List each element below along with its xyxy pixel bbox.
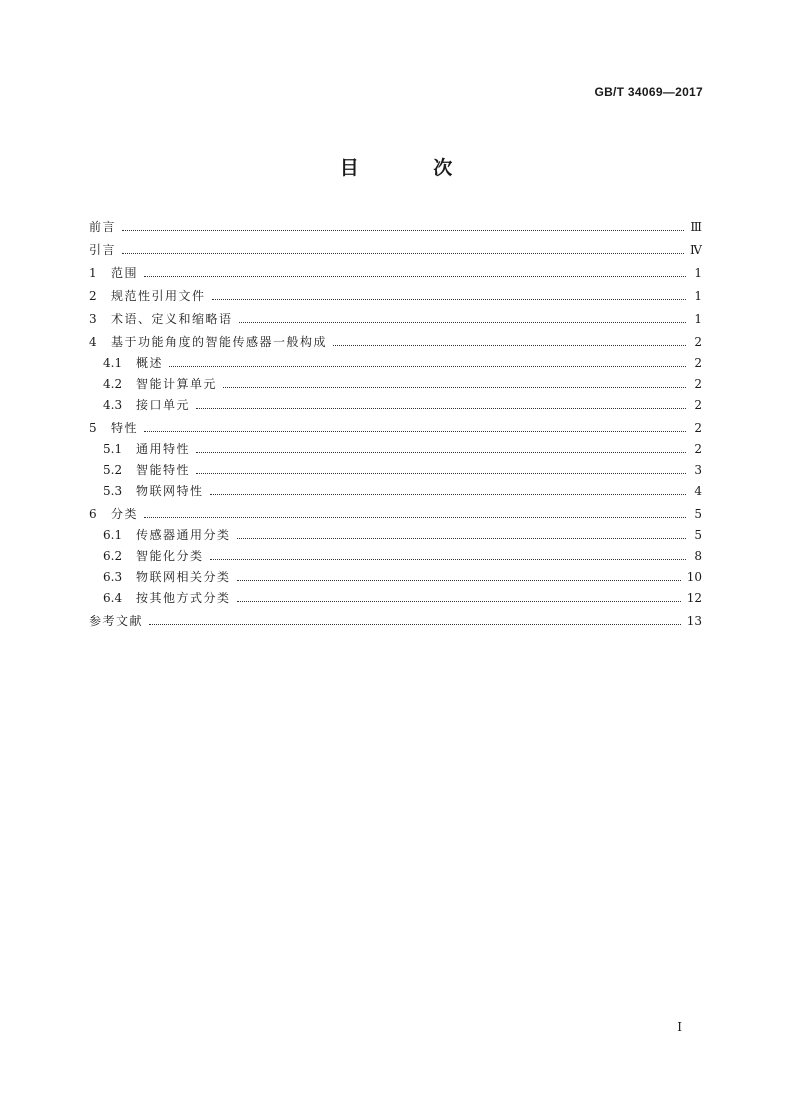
toc-entry-5-3[interactable]	[89, 478, 702, 499]
toc-entry-5[interactable]	[89, 413, 702, 436]
dot-leader	[223, 387, 686, 388]
toc-entry-page: 2	[694, 356, 702, 370]
toc-entry-page: 1	[694, 266, 702, 280]
toc-entry-bibliography[interactable]	[89, 606, 702, 629]
toc-entry-title: 智能特性	[136, 463, 191, 477]
toc-entry-6[interactable]	[89, 499, 702, 522]
toc-entry-page: 2	[694, 398, 702, 412]
toc-entry-title: 特性	[111, 421, 139, 435]
toc-entry-title: 术语、定义和缩略语	[111, 312, 233, 326]
toc-entry-title: 物联网相关分类	[136, 570, 231, 584]
table-of-contents	[89, 212, 702, 629]
toc-entry-title: 智能化分类	[136, 549, 204, 563]
toc-entry-introduction[interactable]	[89, 235, 702, 258]
standard-code: GB/T 34069—2017	[594, 85, 703, 99]
toc-entry-page: 4	[694, 484, 702, 498]
toc-entry-4-1[interactable]	[89, 350, 702, 371]
toc-entry-page: 10	[686, 570, 702, 584]
toc-entry-number: 5	[89, 421, 97, 435]
toc-entry-4-3[interactable]	[89, 392, 702, 413]
dot-leader	[149, 624, 681, 625]
toc-entry-number: 4.2	[103, 377, 123, 391]
dot-leader	[196, 408, 686, 409]
toc-entry-foreword[interactable]	[89, 212, 702, 235]
toc-entry-page: Ⅳ	[690, 243, 702, 257]
toc-entry-3[interactable]	[89, 304, 702, 327]
dot-leader	[144, 431, 686, 432]
toc-entry-number: 6.1	[103, 528, 123, 542]
toc-entry-number: 4.3	[103, 398, 123, 412]
toc-entry-page: 12	[686, 591, 702, 605]
dot-leader	[210, 494, 686, 495]
toc-entry-number: 6.2	[103, 549, 123, 563]
dot-leader	[122, 253, 684, 254]
toc-entry-title: 接口单元	[136, 398, 191, 412]
toc-entry-title: 分类	[111, 507, 139, 521]
dot-leader	[144, 276, 686, 277]
toc-entry-page: 5	[694, 507, 702, 521]
toc-entry-page: 2	[694, 442, 702, 456]
toc-entry-6-3[interactable]	[89, 564, 702, 585]
toc-entry-title: 概述	[136, 356, 164, 370]
dot-leader	[210, 559, 686, 560]
dot-leader	[237, 601, 681, 602]
toc-entry-page: 1	[694, 312, 702, 326]
toc-entry-number: 1	[89, 266, 97, 280]
toc-entry-6-4[interactable]	[89, 585, 702, 606]
toc-entry-number: 5.2	[103, 463, 123, 477]
toc-entry-title: 智能计算单元	[136, 377, 218, 391]
toc-entry-page: 13	[686, 614, 702, 628]
toc-entry-title: 引言	[89, 243, 117, 257]
page-number: I	[677, 1020, 682, 1034]
toc-entry-number: 3	[89, 312, 97, 326]
toc-entry-number: 2	[89, 289, 97, 303]
dot-leader	[196, 452, 686, 453]
dot-leader	[212, 299, 686, 300]
dot-leader	[333, 345, 686, 346]
dot-leader	[237, 538, 686, 539]
toc-entry-6-1[interactable]	[89, 522, 702, 543]
toc-entry-number: 6.4	[103, 591, 123, 605]
toc-entry-page: 2	[694, 421, 702, 435]
toc-entry-page: Ⅲ	[690, 220, 702, 234]
dot-leader	[144, 517, 686, 518]
toc-entry-title: 规范性引用文件	[111, 289, 206, 303]
toc-entry-title: 参考文献	[89, 614, 144, 628]
toc-entry-page: 2	[694, 377, 702, 391]
page-title: 目 次	[339, 157, 487, 179]
toc-entry-title: 通用特性	[136, 442, 191, 456]
toc-entry-2[interactable]	[89, 281, 702, 304]
toc-entry-page: 1	[694, 289, 702, 303]
toc-entry-4[interactable]	[89, 327, 702, 350]
toc-entry-title: 物联网特性	[136, 484, 204, 498]
toc-entry-title: 前言	[89, 220, 117, 234]
dot-leader	[169, 366, 686, 367]
dot-leader	[239, 322, 686, 323]
toc-entry-4-2[interactable]	[89, 371, 702, 392]
toc-entry-6-2[interactable]	[89, 543, 702, 564]
dot-leader	[122, 230, 684, 231]
toc-entry-number: 6	[89, 507, 97, 521]
dot-leader	[237, 580, 681, 581]
toc-entry-number: 6.3	[103, 570, 123, 584]
toc-entry-page: 3	[694, 463, 702, 477]
toc-entry-title: 传感器通用分类	[136, 528, 231, 542]
toc-entry-number: 5.1	[103, 442, 123, 456]
toc-entry-title: 范围	[111, 266, 139, 280]
toc-entry-number: 4	[89, 335, 97, 349]
toc-entry-title: 按其他方式分类	[136, 591, 231, 605]
toc-entry-number: 5.3	[103, 484, 123, 498]
toc-entry-5-1[interactable]	[89, 436, 702, 457]
toc-entry-page: 8	[694, 549, 702, 563]
toc-entry-5-2[interactable]	[89, 457, 702, 478]
toc-entry-page: 5	[694, 528, 702, 542]
toc-entry-title: 基于功能角度的智能传感器一般构成	[111, 335, 328, 349]
toc-entry-number: 4.1	[103, 356, 123, 370]
dot-leader	[196, 473, 686, 474]
toc-entry-page: 2	[694, 335, 702, 349]
toc-entry-1[interactable]	[89, 258, 702, 281]
